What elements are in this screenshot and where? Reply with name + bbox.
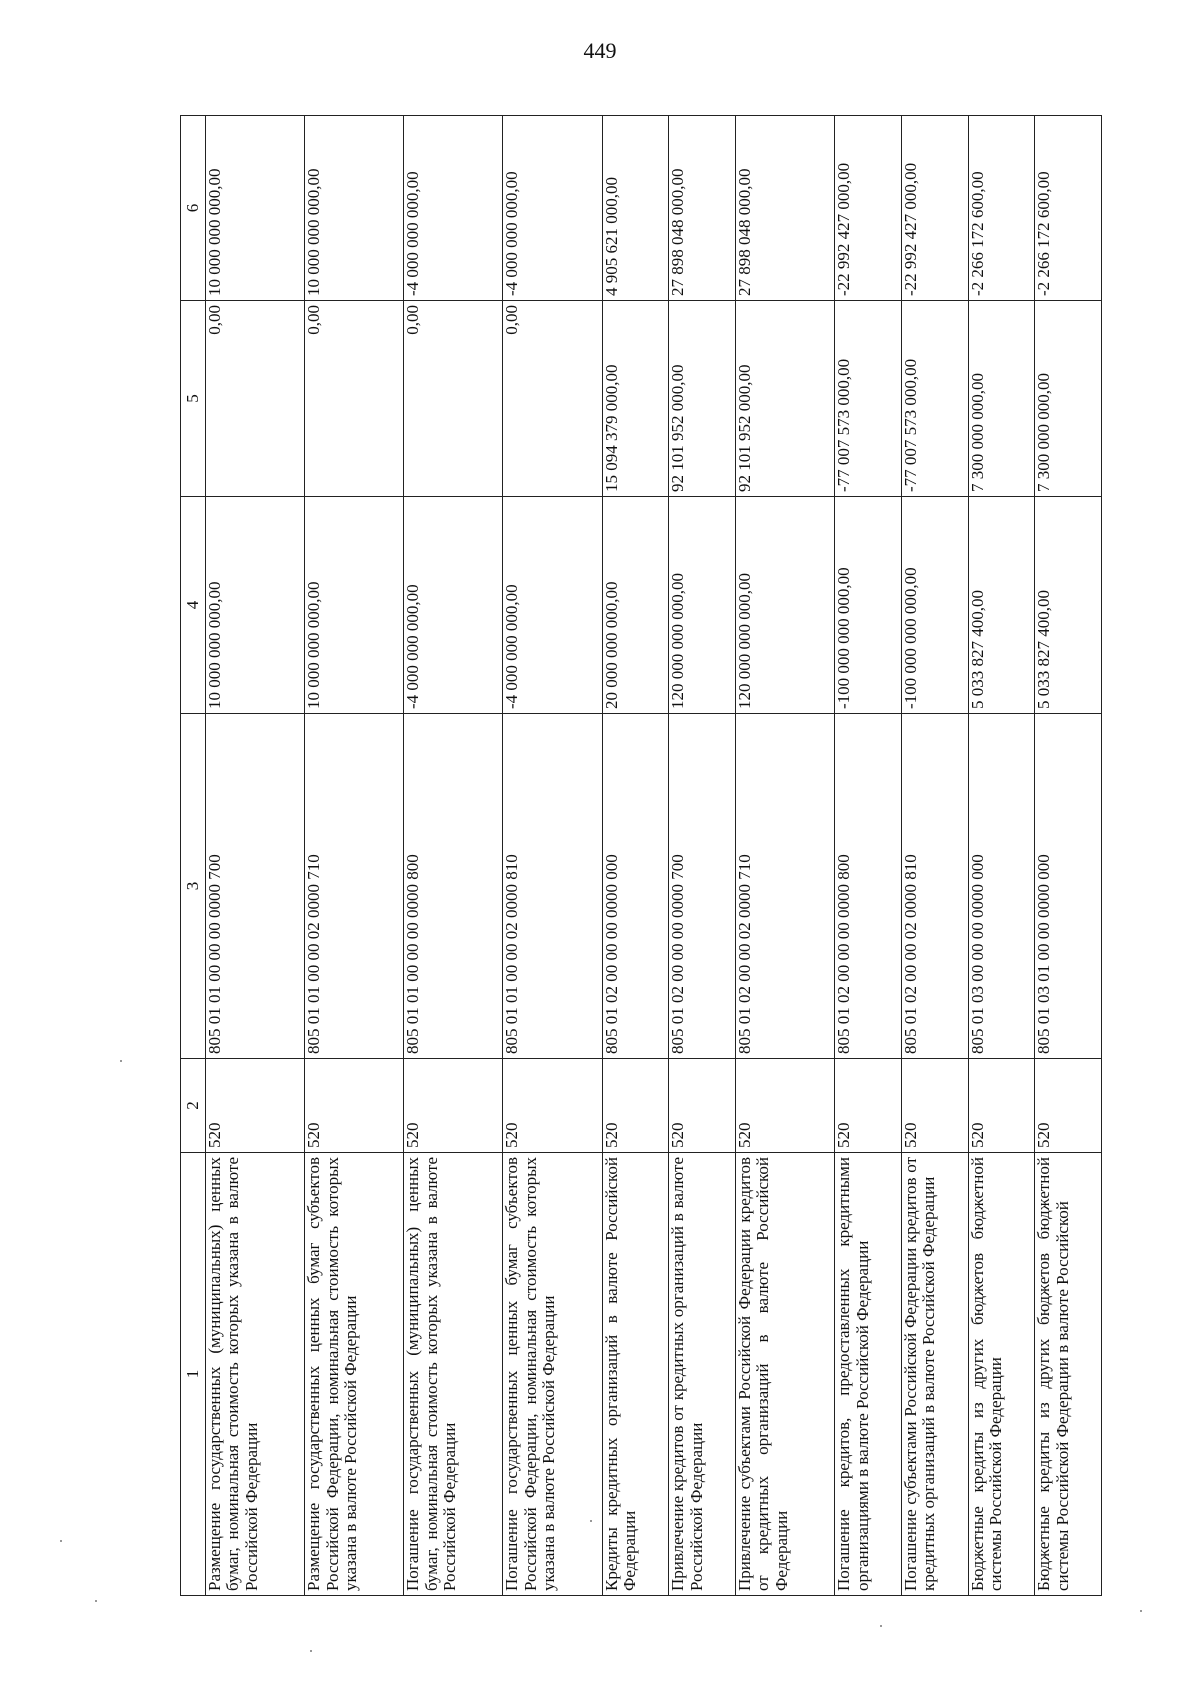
row-name: Погашение кредитов, предоставленных кредитными организациями в валюте Российской Федерации — [835, 1153, 902, 1596]
row-admin-code: 520 — [835, 1059, 902, 1153]
row-name: Бюджетные кредиты из других бюджетов бюджетной системы Российской Федерации в валюте Российской — [1035, 1153, 1102, 1596]
row-amount-col6: -22 992 427 000,00 — [901, 116, 968, 301]
row-amount-col4: -4 000 000 000,00 — [404, 497, 503, 714]
row-name: Привлечение субъектами Российской Федерации кредитов от кредитных организаций в валюте Российской Федерации — [736, 1153, 835, 1596]
row-amount-col4: 120 000 000 000,00 — [736, 497, 835, 714]
row-amount-col6: -2 266 172 600,00 — [1035, 116, 1102, 301]
row-amount-col5: 0,00 — [305, 301, 404, 497]
row-amount-col6: 4 905 621 000,00 — [602, 116, 669, 301]
row-name: Размещение государственных (муниципальных) ценных бумаг, номинальная стоимость которых указана в валюте Российской Федерации — [206, 1153, 305, 1596]
table-header-row — [181, 116, 206, 1596]
row-amount-col6: -2 266 172 600,00 — [968, 116, 1035, 301]
row-amount-col5: 7 300 000 000,00 — [968, 301, 1035, 497]
scan-speck — [310, 1650, 312, 1652]
row-amount-col5: 92 101 952 000,00 — [669, 301, 736, 497]
row-amount-col5: 7 300 000 000,00 — [1035, 301, 1102, 497]
row-amount-col6: -4 000 000 000,00 — [503, 116, 602, 301]
row-admin-code: 520 — [602, 1059, 669, 1153]
table-row — [901, 116, 968, 1596]
table-row — [1035, 116, 1102, 1596]
row-admin-code: 520 — [206, 1059, 305, 1153]
row-amount-col4: -100 000 000 000,00 — [835, 497, 902, 714]
row-amount-col4: 5 033 827 400,00 — [1035, 497, 1102, 714]
row-budget-code: 805 01 03 00 00 00 0000 000 — [968, 714, 1035, 1059]
row-amount-col4: -4 000 000 000,00 — [503, 497, 602, 714]
scan-speck — [590, 1520, 592, 1522]
row-budget-code: 805 01 02 00 00 02 0000 810 — [901, 714, 968, 1059]
row-name: Погашение государственных (муниципальных) ценных бумаг, номинальная стоимость которых указана в валюте Российской Федерации — [404, 1153, 503, 1596]
row-amount-col6: -4 000 000 000,00 — [404, 116, 503, 301]
table-row — [503, 116, 602, 1596]
row-budget-code: 805 01 03 01 00 00 0000 000 — [1035, 714, 1102, 1059]
column-header-1: 1 — [181, 1153, 206, 1596]
row-budget-code: 805 01 02 00 00 00 0000 000 — [602, 714, 669, 1059]
row-amount-col4: 10 000 000 000,00 — [305, 497, 404, 714]
rotated-table-wrapper — [180, 116, 1102, 1596]
row-amount-col6: 10 000 000 000,00 — [206, 116, 305, 301]
row-budget-code: 805 01 01 00 00 02 0000 710 — [305, 714, 404, 1059]
scan-speck — [120, 1060, 122, 1062]
table-row — [305, 116, 404, 1596]
row-amount-col4: 20 000 000 000,00 — [602, 497, 669, 714]
row-budget-code: 805 01 01 00 00 02 0000 810 — [503, 714, 602, 1059]
row-amount-col4: -100 000 000 000,00 — [901, 497, 968, 714]
row-admin-code: 520 — [503, 1059, 602, 1153]
row-admin-code: 520 — [305, 1059, 404, 1153]
table-row — [835, 116, 902, 1596]
scan-speck — [880, 1625, 882, 1627]
table-row — [602, 116, 669, 1596]
scan-speck — [1140, 1610, 1142, 1612]
table-row — [968, 116, 1035, 1596]
row-admin-code: 520 — [901, 1059, 968, 1153]
row-amount-col5: 0,00 — [206, 301, 305, 497]
table-row — [669, 116, 736, 1596]
row-name: Погашение субъектами Российской Федерации кредитов от кредитных организаций в валюте Российской Федерации — [901, 1153, 968, 1596]
row-admin-code: 520 — [1035, 1059, 1102, 1153]
row-amount-col5: 0,00 — [404, 301, 503, 497]
row-budget-code: 805 01 02 00 00 02 0000 710 — [736, 714, 835, 1059]
scan-speck — [60, 1540, 62, 1542]
row-budget-code: 805 01 01 00 00 00 0000 800 — [404, 714, 503, 1059]
column-header-4: 4 — [181, 497, 206, 714]
row-amount-col4: 120 000 000 000,00 — [669, 497, 736, 714]
row-budget-code: 805 01 02 00 00 00 0000 800 — [835, 714, 902, 1059]
column-header-6: 6 — [181, 116, 206, 301]
row-amount-col6: -22 992 427 000,00 — [835, 116, 902, 301]
row-amount-col6: 27 898 048 000,00 — [669, 116, 736, 301]
scan-speck — [95, 1600, 97, 1602]
column-header-3: 3 — [181, 714, 206, 1059]
row-admin-code: 520 — [968, 1059, 1035, 1153]
table-row — [404, 116, 503, 1596]
table-row — [206, 116, 305, 1596]
row-budget-code: 805 01 01 00 00 00 0000 700 — [206, 714, 305, 1059]
column-header-5: 5 — [181, 301, 206, 497]
table-row — [736, 116, 835, 1596]
row-amount-col4: 5 033 827 400,00 — [968, 497, 1035, 714]
row-budget-code: 805 01 02 00 00 00 0000 700 — [669, 714, 736, 1059]
row-amount-col6: 27 898 048 000,00 — [736, 116, 835, 301]
budget-sources-table — [180, 115, 1102, 1596]
row-name: Размещение государственных ценных бумаг субъектов Российской Федерации, номинальная стоимость которых указана в валюте Российской Федерации — [305, 1153, 404, 1596]
column-header-2: 2 — [181, 1059, 206, 1153]
row-amount-col5: 0,00 — [503, 301, 602, 497]
row-name: Погашение государственных ценных бумаг субъектов Российской Федерации, номинальная стоимость которых указана в валюте Российской Федерации — [503, 1153, 602, 1596]
row-admin-code: 520 — [736, 1059, 835, 1153]
row-amount-col4: 10 000 000 000,00 — [206, 497, 305, 714]
row-amount-col5: -77 007 573 000,00 — [901, 301, 968, 497]
row-name: Привлечение кредитов от кредитных организаций в валюте Российской Федерации — [669, 1153, 736, 1596]
row-admin-code: 520 — [404, 1059, 503, 1153]
row-amount-col5: 92 101 952 000,00 — [736, 301, 835, 497]
row-name: Кредиты кредитных организаций в валюте Российской Федерации — [602, 1153, 669, 1596]
row-admin-code: 520 — [669, 1059, 736, 1153]
row-amount-col5: 15 094 379 000,00 — [602, 301, 669, 497]
row-amount-col5: -77 007 573 000,00 — [835, 301, 902, 497]
row-name: Бюджетные кредиты из других бюджетов бюджетной системы Российской Федерации — [968, 1153, 1035, 1596]
page-number: 449 — [583, 38, 617, 63]
row-amount-col6: 10 000 000 000,00 — [305, 116, 404, 301]
